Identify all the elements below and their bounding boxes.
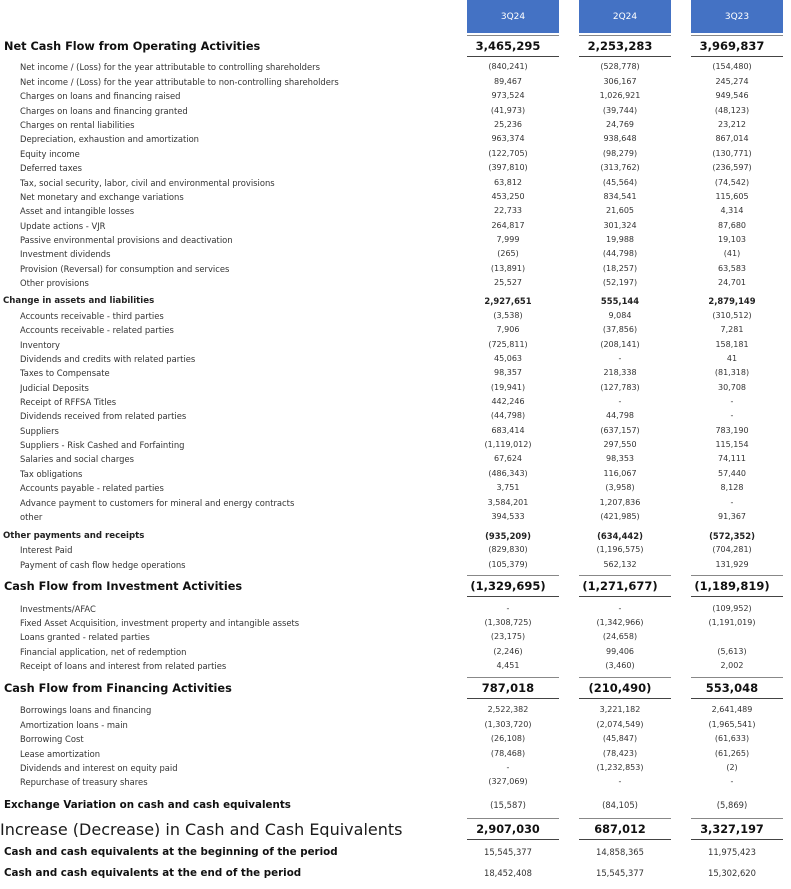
cell-value: 2,879,149 [708, 296, 756, 306]
cell-value: (44,798) [602, 249, 638, 258]
table-row [0, 248, 791, 260]
total-overline [579, 575, 671, 576]
cell-value: 2,927,651 [484, 296, 532, 306]
row-label: Charges on rental liabilities [20, 120, 135, 130]
total-overline [691, 818, 783, 819]
cell-value: 555,144 [600, 296, 640, 306]
total-underline [579, 596, 671, 597]
cell-value: 867,014 [715, 134, 749, 143]
total-overline [467, 35, 559, 36]
table-row [0, 234, 791, 246]
cell-value: (528,778) [600, 62, 640, 71]
column-header-3q24[interactable]: 3Q24 [467, 0, 559, 33]
cell-value: 99,406 [606, 647, 634, 656]
total-underline [579, 698, 671, 699]
cell-value: 4,451 [496, 661, 520, 670]
cell-value: 74,111 [718, 454, 746, 463]
total-underline [579, 839, 671, 840]
table-row [0, 177, 791, 189]
table-row [0, 617, 791, 629]
row-label: Judicial Deposits [20, 383, 89, 393]
cell-value: (130,771) [712, 149, 752, 158]
cell-value: (45,564) [602, 178, 638, 187]
cell-value: (310,512) [712, 311, 752, 320]
section-total-row [0, 798, 791, 813]
table-row [0, 603, 791, 615]
cell-value: (327,069) [488, 777, 528, 786]
cell-value: (122,705) [488, 149, 528, 158]
table-row [0, 119, 791, 131]
row-label: Net income / (Loss) for the year attributable to controlling shareholders [20, 62, 320, 72]
table-row [0, 704, 791, 716]
cell-value: 553,048 [705, 681, 759, 695]
cell-value: (840,241) [488, 62, 528, 71]
cell-value: 15,545,377 [484, 847, 532, 857]
total-underline [579, 56, 671, 57]
cell-value: 4,314 [720, 206, 744, 215]
cell-value: 30,708 [718, 383, 746, 392]
cell-value: 7,906 [496, 325, 520, 334]
cell-value: 245,274 [715, 77, 749, 86]
total-overline [467, 575, 559, 576]
total-underline [467, 596, 559, 597]
cell-value: 98,357 [494, 368, 522, 377]
cell-value: 2,907,030 [476, 823, 540, 836]
cell-value: (74,542) [714, 178, 750, 187]
cell-value: 687,012 [594, 823, 646, 836]
row-label: Other payments and receipts [3, 531, 145, 541]
table-row [0, 631, 791, 643]
cell-value: - [730, 411, 734, 420]
cell-value: (3,958) [605, 483, 635, 492]
cell-value: 834,541 [603, 192, 637, 201]
cell-value: (397,810) [488, 163, 528, 172]
table-row [0, 105, 791, 117]
table-row [0, 367, 791, 379]
cell-value: (1,329,695) [470, 579, 546, 593]
total-overline [691, 677, 783, 678]
cell-value: (45,847) [602, 734, 638, 743]
cell-value: 116,067 [603, 469, 637, 478]
row-label: Equity income [20, 149, 80, 159]
cell-value: (44,798) [490, 411, 526, 420]
cell-value: (78,468) [490, 749, 526, 758]
cell-value: 63,583 [718, 264, 746, 273]
row-label: Interest Paid [20, 545, 73, 555]
row-label: Asset and intangible losses [20, 206, 135, 216]
cell-value: 1,026,921 [599, 91, 641, 100]
cell-value: 25,236 [494, 120, 522, 129]
row-label: Taxes to Compensate [20, 368, 110, 378]
cell-value: (26,108) [490, 734, 526, 743]
cell-value: 394,533 [491, 512, 525, 521]
cell-value: - [730, 777, 734, 786]
total-underline [691, 698, 783, 699]
cell-value: (18,257) [602, 264, 638, 273]
cell-value: (13,891) [490, 264, 526, 273]
cell-value: 24,701 [718, 278, 746, 287]
table-row [0, 468, 791, 480]
cell-value: 949,546 [715, 91, 749, 100]
table-row [0, 497, 791, 509]
cell-value: 3,465,295 [475, 39, 541, 53]
cell-value: (5,869) [716, 800, 748, 810]
total-overline [467, 677, 559, 678]
cell-value: 301,324 [603, 221, 637, 230]
table-row [0, 439, 791, 451]
cell-value: (154,480) [712, 62, 752, 71]
row-label: Suppliers [20, 426, 59, 436]
cell-value: 218,338 [603, 368, 637, 377]
total-underline [691, 839, 783, 840]
row-label: Net Cash Flow from Operating Activities [4, 40, 261, 53]
cell-value: 15,545,377 [596, 868, 644, 878]
cell-value: (105,379) [488, 560, 528, 569]
cell-value: (1,303,720) [484, 720, 532, 729]
row-label: Borrowing Cost [20, 734, 84, 744]
cell-value: 3,584,201 [487, 498, 529, 507]
cell-value: (1,196,575) [596, 545, 644, 554]
table-row [0, 748, 791, 760]
table-row [0, 482, 791, 494]
cell-value: 2,002 [720, 661, 744, 670]
cell-value: 453,250 [491, 192, 525, 201]
row-label: Repurchase of treasury shares [20, 777, 148, 787]
table-row [0, 660, 791, 672]
cell-value: (421,985) [600, 512, 640, 521]
cell-value: 98,353 [606, 454, 634, 463]
row-label: Cash Flow from Investment Activities [4, 580, 243, 593]
cell-value: - [618, 777, 622, 786]
cell-value: (829,830) [488, 545, 528, 554]
cell-value: 158,181 [715, 340, 749, 349]
cell-value: (109,952) [712, 604, 752, 613]
table-row [0, 133, 791, 145]
cell-value: 2,522,382 [487, 705, 529, 714]
row-label: Other provisions [20, 278, 89, 288]
cell-value: (1,189,819) [694, 579, 770, 593]
cell-value: 3,327,197 [700, 823, 764, 836]
table-row [0, 162, 791, 174]
cell-value: 2,641,489 [711, 705, 753, 714]
cell-value: (1,271,677) [582, 579, 658, 593]
table-row [0, 382, 791, 394]
cell-value: 562,132 [603, 560, 637, 569]
cell-value: (41,973) [490, 106, 526, 115]
cell-value: (1,191,019) [708, 618, 756, 627]
cell-value: 297,550 [603, 440, 637, 449]
table-row [0, 559, 791, 571]
cell-value: (39,744) [602, 106, 638, 115]
row-label: Lease amortization [20, 749, 101, 759]
table-row [0, 220, 791, 232]
cell-value: (486,343) [488, 469, 528, 478]
cell-value: 41 [726, 354, 738, 363]
table-row [0, 733, 791, 745]
cell-value: (1,232,853) [596, 763, 644, 772]
cell-value: (236,597) [712, 163, 752, 172]
cell-value: 306,167 [603, 77, 637, 86]
cell-value: (15,587) [490, 800, 526, 810]
cell-value: 683,414 [491, 426, 525, 435]
cell-value: (2,246) [493, 647, 523, 656]
row-label: Cash and cash equivalents at the end of the period [4, 867, 302, 879]
section-total-row [0, 822, 791, 837]
cell-value: 24,769 [606, 120, 634, 129]
cell-value: (208,141) [600, 340, 640, 349]
cell-value: (19,941) [490, 383, 526, 392]
cell-value: (48,123) [714, 106, 750, 115]
cell-value: 89,467 [494, 77, 522, 86]
cell-value: (210,490) [588, 681, 652, 695]
cell-value: 21,605 [606, 206, 634, 215]
cell-value: (725,811) [488, 340, 528, 349]
total-overline [691, 35, 783, 36]
cell-value: (1,308,725) [484, 618, 532, 627]
section-total-row [0, 39, 791, 54]
cell-value: 115,154 [715, 440, 749, 449]
row-label: Passive environmental provisions and deactivation [20, 235, 233, 245]
cell-value: 264,817 [491, 221, 525, 230]
row-label: Tax obligations [20, 469, 83, 479]
cell-value: (52,197) [602, 278, 638, 287]
table-row [0, 310, 791, 322]
cell-value: (313,762) [600, 163, 640, 172]
total-overline [579, 35, 671, 36]
cell-value: 87,680 [718, 221, 746, 230]
row-label: Salaries and social charges [20, 454, 134, 464]
cell-value: 3,969,837 [699, 39, 765, 53]
column-header-2q24[interactable]: 2Q24 [579, 0, 671, 33]
cell-value: (935,209) [485, 531, 531, 541]
table-row [0, 762, 791, 774]
cell-value: 115,605 [715, 192, 749, 201]
cell-value: (634,442) [597, 531, 643, 541]
section-total-row [0, 295, 791, 307]
row-label: Financial application, net of redemption [20, 647, 187, 657]
row-label: Advance payment to customers for mineral and energy contracts [20, 498, 295, 508]
table-row [0, 191, 791, 203]
total-overline [691, 575, 783, 576]
cell-value: (78,423) [602, 749, 638, 758]
cell-value: - [506, 604, 510, 613]
table-row [0, 511, 791, 523]
table-row [0, 396, 791, 408]
cell-value: 973,524 [491, 91, 525, 100]
cell-value: (24,658) [602, 632, 638, 641]
cell-value: 45,063 [494, 354, 522, 363]
table-row [0, 353, 791, 365]
row-label: Receipt of RFFSA Titles [20, 397, 117, 407]
cell-value: (2,074,549) [596, 720, 644, 729]
row-label: Charges on loans and financing raised [20, 91, 181, 101]
total-underline [691, 596, 783, 597]
total-underline [691, 56, 783, 57]
cell-value: 57,440 [718, 469, 746, 478]
cell-value: 18,452,408 [484, 868, 532, 878]
cell-value: 131,929 [715, 560, 749, 569]
row-label: Tax, social security, labor, civil and environmental provisions [20, 178, 275, 188]
table-row [0, 263, 791, 275]
row-label: Borrowings loans and financing [20, 705, 152, 715]
cell-value: 63,812 [494, 178, 522, 187]
table-row [0, 277, 791, 289]
cell-value: 783,190 [715, 426, 749, 435]
row-label: Change in assets and liabilities [3, 296, 155, 306]
total-overline [579, 677, 671, 678]
section-total-row [0, 866, 791, 881]
cell-value: - [618, 604, 622, 613]
row-label: other [20, 512, 43, 522]
cell-value: (704,281) [712, 545, 752, 554]
table-row [0, 339, 791, 351]
row-label: Provision (Reversal) for consumption and services [20, 264, 230, 274]
cell-value: 938,648 [603, 134, 637, 143]
row-label: Dividends and interest on equity paid [20, 763, 178, 773]
cell-value: (1,965,541) [708, 720, 756, 729]
row-label: Dividends received from related parties [20, 411, 187, 421]
row-label: Investment dividends [20, 249, 111, 259]
table-row [0, 453, 791, 465]
cell-value: 1,207,836 [599, 498, 641, 507]
cell-value: 23,212 [718, 120, 746, 129]
cell-value: (61,633) [714, 734, 750, 743]
cell-value: (37,856) [602, 325, 638, 334]
cell-value: (41) [723, 249, 741, 258]
cell-value: 44,798 [606, 411, 634, 420]
cell-value: 14,858,365 [596, 847, 644, 857]
cell-value: 8,128 [720, 483, 744, 492]
cell-value: 963,374 [491, 134, 525, 143]
row-label: Dividends and credits with related parties [20, 354, 196, 364]
total-underline [467, 698, 559, 699]
cell-value: (637,157) [600, 426, 640, 435]
table-row [0, 61, 791, 73]
cell-value: 7,999 [496, 235, 520, 244]
cell-value: 19,988 [606, 235, 634, 244]
table-row [0, 646, 791, 658]
cell-value: (2) [726, 763, 738, 772]
cell-value: (3,538) [493, 311, 523, 320]
table-row [0, 776, 791, 788]
cell-value: 442,246 [491, 397, 525, 406]
section-total-row [0, 681, 791, 696]
table-row [0, 544, 791, 556]
cell-value: (84,105) [602, 800, 638, 810]
row-label: Update actions - VJR [20, 221, 106, 231]
table-row [0, 719, 791, 731]
section-total-row [0, 845, 791, 860]
cell-value: 67,624 [494, 454, 522, 463]
cell-value: 15,302,620 [708, 868, 756, 878]
cell-value: 11,975,423 [708, 847, 756, 857]
total-overline [467, 818, 559, 819]
row-label: Amortization loans - main [20, 720, 128, 730]
table-row [0, 76, 791, 88]
row-label: Net monetary and exchange variations [20, 192, 184, 202]
cell-value: (1,119,012) [484, 440, 532, 449]
cell-value: 19,103 [718, 235, 746, 244]
table-row [0, 148, 791, 160]
cell-value: 3,221,182 [599, 705, 641, 714]
cell-value: 787,018 [481, 681, 535, 695]
cell-value: (127,783) [600, 383, 640, 392]
row-label: Exchange Variation on cash and cash equivalents [4, 799, 291, 811]
row-label: Payment of cash flow hedge operations [20, 560, 186, 570]
total-underline [467, 56, 559, 57]
row-label: Accounts payable - related parties [20, 483, 164, 493]
row-label: Investments/AFAC [20, 604, 96, 614]
cell-value: (23,175) [490, 632, 526, 641]
cell-value: 22,733 [494, 206, 522, 215]
cell-value: - [506, 763, 510, 772]
total-overline [579, 818, 671, 819]
table-row [0, 410, 791, 422]
row-label: Depreciation, exhaustion and amortization [20, 134, 199, 144]
row-label: Cash and cash equivalents at the beginning of the period [4, 846, 338, 858]
row-label: Increase (Decrease) in Cash and Cash Equivalents [0, 822, 403, 837]
section-total-row [0, 579, 791, 594]
table-row [0, 90, 791, 102]
row-label: Cash Flow from Financing Activities [4, 682, 232, 695]
row-label: Charges on loans and financing granted [20, 106, 188, 116]
cell-value: 2,253,283 [587, 39, 653, 53]
cell-value: 9,084 [608, 311, 632, 320]
table-row [0, 324, 791, 336]
cell-value: (5,613) [717, 647, 747, 656]
cell-value: 91,367 [718, 512, 746, 521]
row-label: Accounts receivable - third parties [20, 311, 164, 321]
cell-value: 25,527 [494, 278, 522, 287]
total-underline [467, 839, 559, 840]
column-header-3q23[interactable]: 3Q23 [691, 0, 783, 33]
cell-value: - [618, 397, 622, 406]
cell-value: 7,281 [720, 325, 744, 334]
row-label: Net income / (Loss) for the year attributable to non-controlling shareholders [20, 77, 339, 87]
cell-value: (98,279) [602, 149, 638, 158]
row-label: Suppliers - Risk Cashed and Forfainting [20, 440, 185, 450]
cell-value: (572,352) [709, 531, 755, 541]
cell-value: (81,318) [714, 368, 750, 377]
table-row [0, 205, 791, 217]
row-label: Fixed Asset Acquisition, investment property and intangible assets [20, 618, 300, 628]
table-row [0, 425, 791, 437]
row-label: Receipt of loans and interest from related parties [20, 661, 227, 671]
row-label: Inventory [20, 340, 61, 350]
row-label: Loans granted - related parties [20, 632, 150, 642]
row-label: Deferred taxes [20, 163, 83, 173]
cell-value: (61,265) [714, 749, 750, 758]
row-label: Accounts receivable - related parties [20, 325, 174, 335]
cell-value: (1,342,966) [596, 618, 644, 627]
cell-value: - [618, 354, 622, 363]
cell-value: - [730, 397, 734, 406]
cell-value: (265) [497, 249, 519, 258]
cell-value: 3,751 [496, 483, 520, 492]
cell-value: (3,460) [605, 661, 635, 670]
cell-value: - [730, 498, 734, 507]
section-total-row [0, 530, 791, 542]
